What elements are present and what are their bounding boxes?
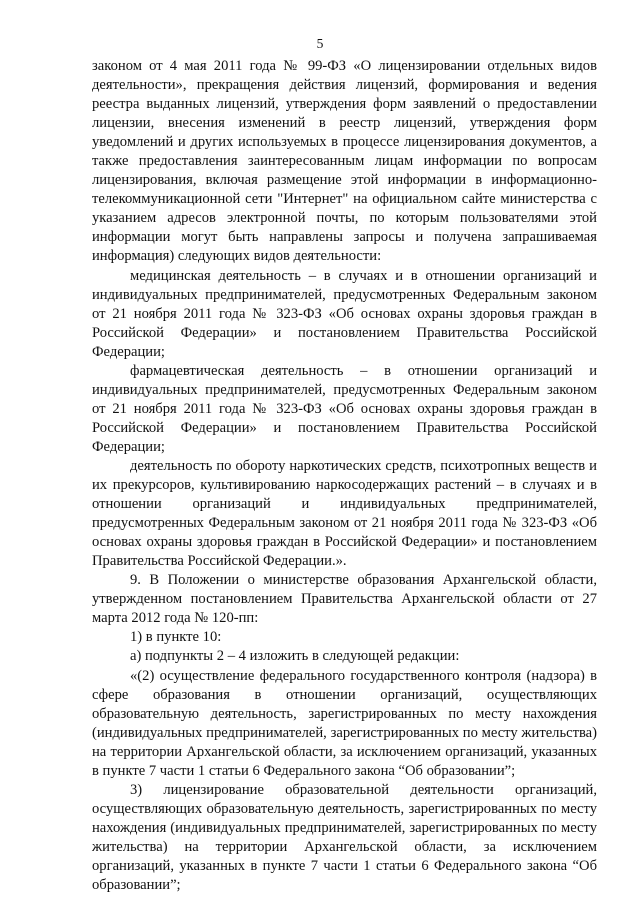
paragraph: законом от 4 мая 2011 года № 99-ФЗ «О лицензировании отдельных видов деятельности», прекращения действия лицензий, формирования и ведения реестра выданных лицензий, утверждения форм заявлений о предоставлении лицензии, внесения изменений в реестр лицензий, утверждения форм уведомлений и других используемых в процессе лицензирования документов, а также предоставления заинтересованным лицам информации по вопросам лицензирования, включая размещение этой информации в информационно-телекоммуникационной сети "Интернет" на официальном сайте министерства с указанием адресов электронной почты, по которым пользователями этой информации могут быть направлены запросы и получена запрашиваемая информация) следующих видов деятельности:	[92, 58, 597, 265]
paragraph: а) подпункты 2 – 4 изложить в следующей редакции:	[130, 648, 460, 665]
document-body	[92, 57, 597, 895]
paragraph: медицинская деятельность – в случаях и в отношении организаций и индивидуальных предпринимателей, предусмотренных Федеральным законом от 21 ноября 2011 года № 323-ФЗ «Об основах охраны здоровья граждан в Российской Федерации» и постановлением Правительства Российской Федерации;	[92, 267, 597, 360]
page-number: 5	[316, 36, 324, 51]
paragraph: «(2) осуществление федерального государственного контроля (надзора) в сфере образования в отношении организаций, осуществляющих образовательную деятельность, зарегистрированных по месту нахождения (индивидуальных предпринимателей, зарегистрированных по месту жительства) на территории Архангельской области, за исключением организаций, указанных в пункте 7 части 1 статьи 6 Федерального закона “Об образовании”;	[92, 667, 597, 779]
paragraph: фармацевтическая деятельность – в отношении организаций и индивидуальных предпринимателей, предусмотренных Федеральным законом от 21 ноября 2011 года № 323-ФЗ «Об основах охраны здоровья граждан в Российской Федерации» и постановлением Правительства Российской Федерации;	[92, 362, 597, 455]
paragraph: 1) в пункте 10:	[130, 629, 222, 646]
paragraph: 3) лицензирование образовательной деятельности организаций, осуществляющих образовательную деятельность, зарегистрированных по месту нахождения (индивидуальных предпринимателей, зарегистрированных по месту жительства) на территории Архангельской области, за исключением организаций, указанных в пункте 7 части 1 статьи 6 Федерального закона “Об образовании”;	[92, 781, 597, 894]
paragraph: 9. В Положении о министерстве образования Архангельской области, утвержденном постановлением Правительства Архангельской области от 27 марта 2012 года № 120-пп:	[92, 572, 597, 627]
paragraph: деятельность по обороту наркотических средств, психотропных веществ и их прекурсоров, культивированию наркосодержащих растений – в случаях и в отношении организаций и индивидуальных предпринимателей, предусмотренных Федеральным законом от 21 ноября 2011 года № 323-ФЗ «Об основах охраны здоровья граждан в Российской Федерации» и постановлением Правительства Российской Федерации.».	[92, 457, 597, 570]
